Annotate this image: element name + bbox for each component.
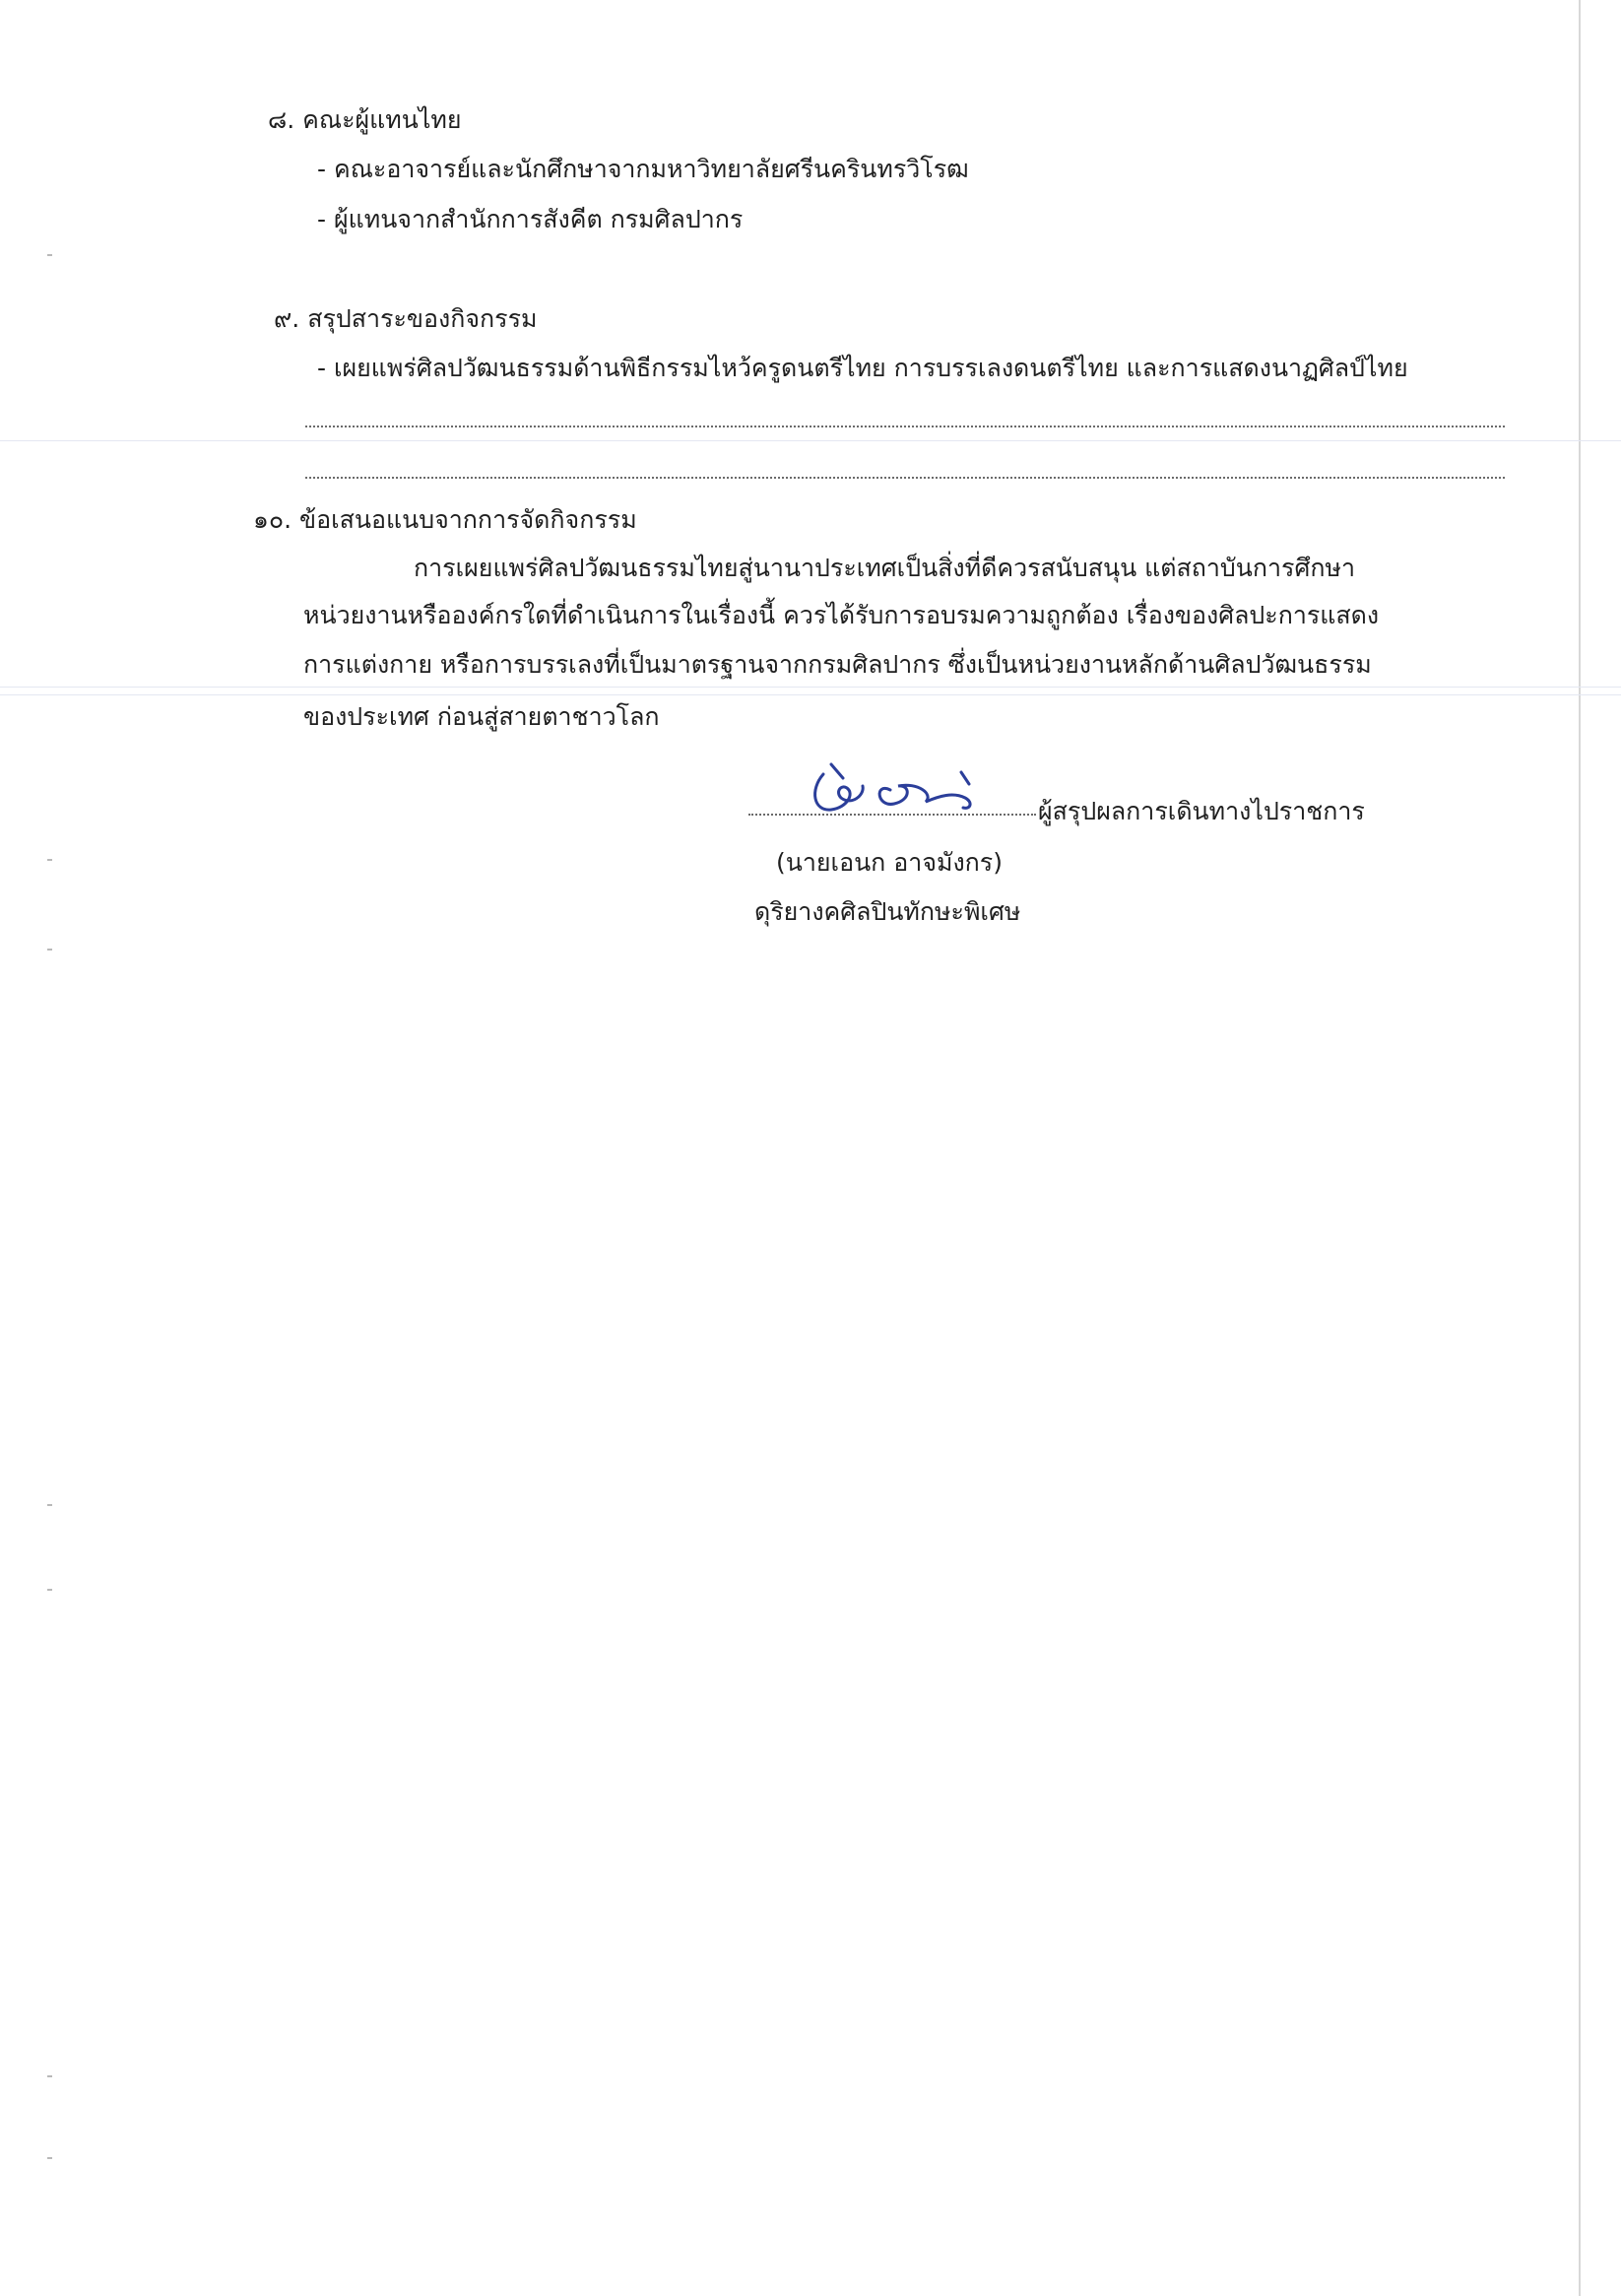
dotted-fill-line (305, 473, 1505, 479)
section-10-paragraph-line: ของประเทศ ก่อนสู่สายตาชาวโลก (303, 702, 660, 731)
scan-mark (47, 2157, 52, 2159)
section-10-paragraph-line: การแต่งกาย หรือการบรรเลงที่เป็นมาตรฐานจากกรมศิลปากร ซึ่งเป็นหน่วยงานหลักด้านศิลปวัฒนธรรม (303, 650, 1372, 679)
scan-mark (47, 254, 52, 256)
section-9-heading: ๙. สรุปสาระของกิจกรรม (274, 304, 538, 333)
signature-role-label: ผู้สรุปผลการเดินทางไปราชการ (1038, 797, 1365, 825)
scan-mark (47, 859, 52, 861)
signatory-position: ดุริยางคศิลปินทักษะพิเศษ (754, 897, 1021, 926)
scan-artifact-line (0, 694, 1621, 695)
scan-mark (47, 2075, 52, 2077)
section-9-item: - เผยแพร่ศิลปวัฒนธรรมด้านพิธีกรรมไหว้ครูดนตรีไทย การบรรเลงดนตรีไทย และการแสดงนาฏศิลป์ไทย (317, 354, 1408, 382)
section-10-paragraph-line: การเผยแพร่ศิลปวัฒนธรรมไทยสู่นานาประเทศเป็นสิ่งที่ดีควรสนับสนุน แต่สถาบันการศึกษา (414, 554, 1356, 582)
scan-artifact-line (0, 440, 1621, 441)
section-8-heading: ๘. คณะผู้แทนไทย (268, 105, 462, 134)
section-10-paragraph-line: หน่วยงานหรือองค์กรใดที่ดำเนินการในเรื่องนี้ ควรได้รับการอบรมความถูกต้อง เรื่องของศิลปะการแสดง (303, 601, 1380, 629)
signatory-name: (นายเอนก อาจมังกร) (776, 848, 1003, 877)
section-8-item: - ผู้แทนจากสำนักการสังคีต กรมศิลปากร (317, 205, 744, 233)
scan-mark (47, 949, 52, 951)
scan-edge-line (1579, 0, 1581, 2296)
dotted-fill-line (305, 422, 1505, 427)
scan-mark (47, 1589, 52, 1591)
scan-mark (47, 1504, 52, 1506)
section-8-item: - คณะอาจารย์และนักศึกษาจากมหาวิทยาลัยศรีนครินทรวิโรฒ (317, 155, 969, 183)
section-10-heading: ๑๐. ข้อเสนอแนบจากการจัดกิจกรรม (253, 505, 637, 534)
handwritten-signature (796, 753, 1012, 831)
scan-artifact-line (0, 687, 1621, 688)
